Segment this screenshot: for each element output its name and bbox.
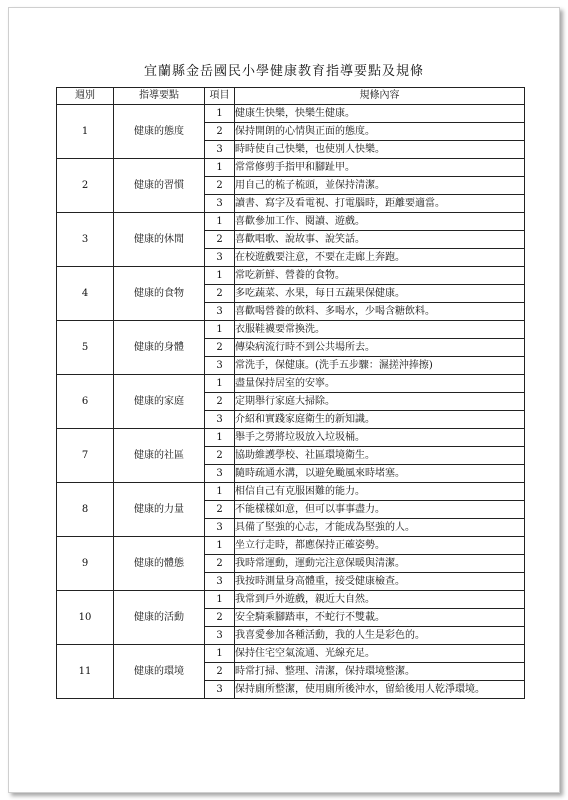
item-number-cell: 3	[205, 195, 235, 213]
rule-content-cell: 在校遊戲要注意，不要在走廊上奔跑。	[235, 249, 525, 267]
item-number-cell: 2	[205, 177, 235, 195]
table-row	[57, 483, 525, 501]
week-cell: 6	[57, 375, 114, 429]
item-number-cell: 1	[205, 213, 235, 231]
item-number-cell: 2	[205, 339, 235, 357]
item-number-cell: 3	[205, 249, 235, 267]
header-point: 指導要點	[114, 88, 205, 105]
rule-content-cell: 時常打掃、整理、清潔，保持環境整潔。	[235, 663, 525, 681]
item-number-cell: 3	[205, 573, 235, 591]
rule-content-cell: 隨時疏通水溝，以避免颱風來時堵塞。	[235, 465, 525, 483]
table-header-row	[57, 88, 525, 105]
header-content: 規條內容	[235, 88, 525, 105]
item-number-cell: 1	[205, 645, 235, 663]
item-number-cell: 1	[205, 159, 235, 177]
week-cell: 11	[57, 645, 114, 699]
item-number-cell: 2	[205, 231, 235, 249]
week-cell: 3	[57, 213, 114, 267]
rule-content-cell: 安全騎乘腳踏車，不蛇行不雙載。	[235, 609, 525, 627]
header-item: 項目	[205, 88, 235, 105]
guideline-cell: 健康的力量	[114, 483, 205, 537]
guideline-cell: 健康的活動	[114, 591, 205, 645]
item-number-cell: 1	[205, 429, 235, 447]
table-row	[57, 429, 525, 447]
rule-content-cell: 保持廁所整潔，使用廁所後沖水，留給後用人乾淨環境。	[235, 681, 525, 699]
guideline-cell: 健康的身體	[114, 321, 205, 375]
rule-content-cell: 盡量保持居室的安寧。	[235, 375, 525, 393]
week-cell: 4	[57, 267, 114, 321]
rule-content-cell: 具備了堅強的心志，才能成為堅強的人。	[235, 519, 525, 537]
rule-content-cell: 介紹和實踐家庭衛生的新知識。	[235, 411, 525, 429]
table-row	[57, 645, 525, 663]
item-number-cell: 3	[205, 141, 235, 159]
item-number-cell: 2	[205, 555, 235, 573]
item-number-cell: 3	[205, 357, 235, 375]
rule-content-cell: 舉手之勞將垃圾放入垃圾桶。	[235, 429, 525, 447]
item-number-cell: 2	[205, 501, 235, 519]
item-number-cell: 1	[205, 321, 235, 339]
guideline-cell: 健康的環境	[114, 645, 205, 699]
item-number-cell: 2	[205, 393, 235, 411]
item-number-cell: 3	[205, 411, 235, 429]
rules-table-body	[57, 105, 525, 699]
rule-content-cell: 相信自己有克服困難的能力。	[235, 483, 525, 501]
rule-content-cell: 衣服鞋襪要常換洗。	[235, 321, 525, 339]
table-row	[57, 213, 525, 231]
table-row	[57, 267, 525, 285]
rule-content-cell: 傳染病流行時不到公共場所去。	[235, 339, 525, 357]
item-number-cell: 1	[205, 537, 235, 555]
table-row	[57, 105, 525, 123]
rule-content-cell: 常洗手，保健康。(洗手五步驟：濕搓沖捧擦)	[235, 357, 525, 375]
item-number-cell: 3	[205, 519, 235, 537]
item-number-cell: 1	[205, 483, 235, 501]
rule-content-cell: 喜歡唱歌、說故事、說笑話。	[235, 231, 525, 249]
rule-content-cell: 我時常運動，運動完注意保暖與清潔。	[235, 555, 525, 573]
document-title: 宜蘭縣金岳國民小學健康教育指導要點及規條	[143, 64, 424, 79]
rule-content-cell: 讀書、寫字及看電視、打電腦時，距離要適當。	[235, 195, 525, 213]
rule-content-cell: 協助維護學校、社區環境衛生。	[235, 447, 525, 465]
guideline-cell: 健康的社區	[114, 429, 205, 483]
rule-content-cell: 常吃新鮮、營養的食物。	[235, 267, 525, 285]
item-number-cell: 2	[205, 663, 235, 681]
header-week: 週別	[57, 88, 114, 105]
rule-content-cell: 坐立行走時，都應保持正確姿勢。	[235, 537, 525, 555]
rule-content-cell: 我常到戶外遊戲，親近大自然。	[235, 591, 525, 609]
table-row	[57, 537, 525, 555]
guideline-cell: 健康的習慣	[114, 159, 205, 213]
rule-content-cell: 我按時測量身高體重，接受健康檢查。	[235, 573, 525, 591]
item-number-cell: 1	[205, 375, 235, 393]
item-number-cell: 1	[205, 267, 235, 285]
week-cell: 8	[57, 483, 114, 537]
week-cell: 5	[57, 321, 114, 375]
rule-content-cell: 喜歡參加工作、閱讀、遊戲。	[235, 213, 525, 231]
rule-content-cell: 健康生快樂，快樂生健康。	[235, 105, 525, 123]
rule-content-cell: 定期舉行家庭大掃除。	[235, 393, 525, 411]
rule-content-cell: 保持住宅空氣流通、光線充足。	[235, 645, 525, 663]
rule-content-cell: 喜歡喝營養的飲料、多喝水，少喝含糖飲料。	[235, 303, 525, 321]
item-number-cell: 3	[205, 303, 235, 321]
rules-table	[56, 87, 525, 699]
guideline-cell: 健康的休閒	[114, 213, 205, 267]
guideline-cell: 健康的態度	[114, 105, 205, 159]
table-row	[57, 159, 525, 177]
week-cell: 2	[57, 159, 114, 213]
guideline-cell: 健康的體態	[114, 537, 205, 591]
item-number-cell: 3	[205, 627, 235, 645]
item-number-cell: 3	[205, 465, 235, 483]
week-cell: 9	[57, 537, 114, 591]
rule-content-cell: 用自己的梳子梳頭，並保持清潔。	[235, 177, 525, 195]
rule-content-cell: 我喜愛參加各種活動，我的人生是彩色的。	[235, 627, 525, 645]
rule-content-cell: 時時使自己快樂，也使別人快樂。	[235, 141, 525, 159]
item-number-cell: 3	[205, 681, 235, 699]
table-row	[57, 321, 525, 339]
guideline-cell: 健康的家庭	[114, 375, 205, 429]
item-number-cell: 2	[205, 285, 235, 303]
guideline-cell: 健康的食物	[114, 267, 205, 321]
table-row	[57, 591, 525, 609]
rule-content-cell: 多吃蔬菜、水果，每日五蔬果保健康。	[235, 285, 525, 303]
week-cell: 1	[57, 105, 114, 159]
week-cell: 7	[57, 429, 114, 483]
item-number-cell: 1	[205, 105, 235, 123]
week-cell: 10	[57, 591, 114, 645]
rule-content-cell: 不能樣樣如意，但可以事事盡力。	[235, 501, 525, 519]
item-number-cell: 2	[205, 123, 235, 141]
table-row	[57, 375, 525, 393]
rule-content-cell: 保持開朗的心情與正面的態度。	[235, 123, 525, 141]
item-number-cell: 2	[205, 609, 235, 627]
item-number-cell: 1	[205, 591, 235, 609]
rule-content-cell: 常常修剪手指甲和腳趾甲。	[235, 159, 525, 177]
item-number-cell: 2	[205, 447, 235, 465]
